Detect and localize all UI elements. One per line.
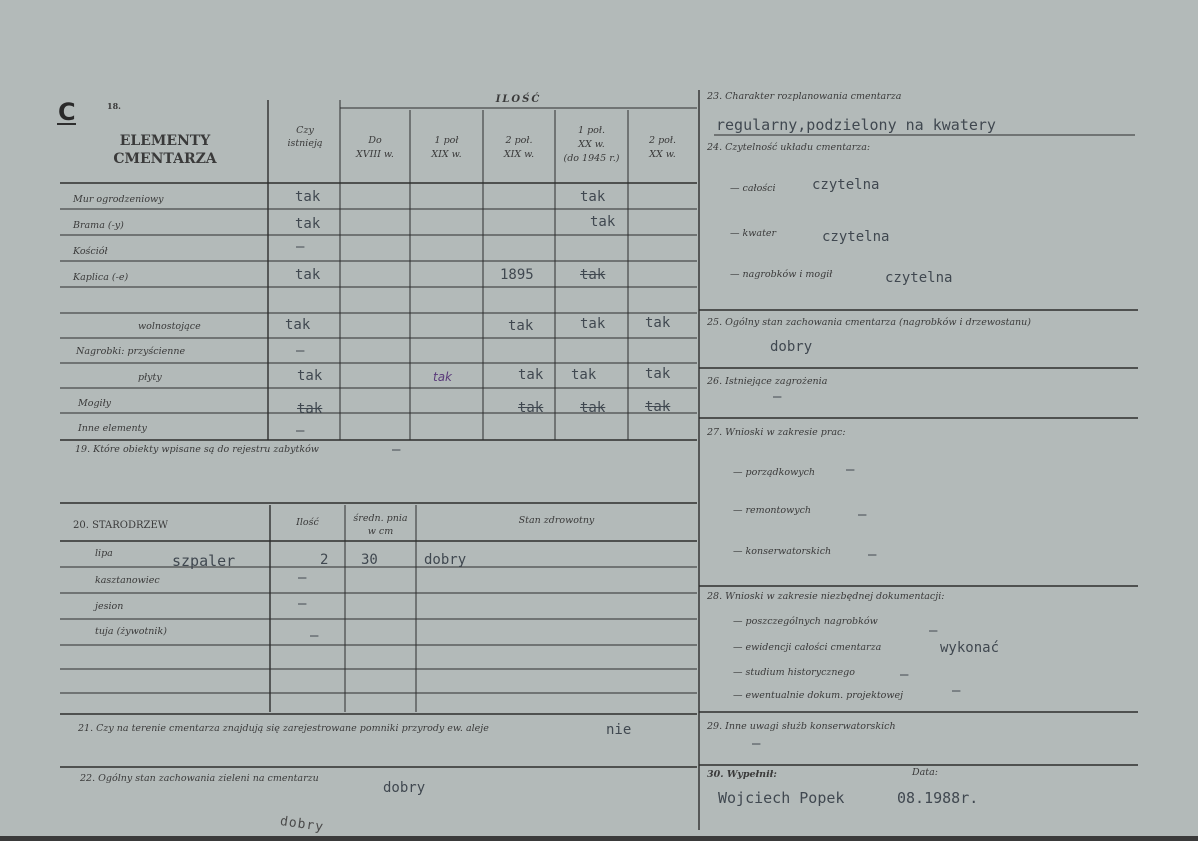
s27-item-cleanup-value: – [846,462,855,478]
row-label-slabs: płyty [138,372,162,383]
row-label-wall-mounted: Nagrobki: przyścienne [76,346,186,357]
s24-item-quarters-value: czytelna [822,229,890,245]
value-wall-exists: tak [295,189,321,205]
value-church-exists: – [296,239,305,255]
value-chapel-20c1: tak [580,267,606,283]
s20-title: 20. STARODRZEW [73,520,169,531]
s21-value: nie [606,722,632,738]
period-4-line3: (do 1945 r.) [563,153,620,164]
value-slabs-20c1: tak [571,367,597,383]
s24-item-graves-label: — nagrobków i mogił [730,269,833,280]
s24-item-whole-label: — całości [730,183,776,194]
s24-item-whole-value: czytelna [812,177,880,193]
row-label-other: Inne elementy [78,423,147,434]
s20-col-diam-line2: w cm [367,526,394,537]
tree-diam-linden: 30 [361,552,378,568]
value-graves-19c2: tak [518,400,544,416]
value-graves-20c2: tak [645,399,671,415]
period-2-line1: 1 poł [434,135,459,146]
row-label-gate: Brama (-y) [73,220,124,231]
s27-item-repair-value: – [858,507,867,523]
period-5-line1: 2 poł. [649,135,676,146]
period-5-line2: XX w. [649,149,676,160]
s29-label: 29. Inne uwagi służb konserwatorskich [707,721,896,732]
row-label-graves: Mogiły [78,398,112,409]
period-4-line2: XX w. [578,139,605,150]
quantity-header: ILOŚĆ [495,94,542,105]
s24-item-quarters-label: — kwater [730,228,777,239]
s19-value: – [392,442,401,458]
tree-label-linden: lipa [95,548,113,559]
s30-label: 30. Wypełnił: [707,769,777,780]
value-freestanding-20c1: tak [580,316,606,332]
s26-value: – [773,389,782,405]
s27-item-repair-label: — remontowych [733,505,812,516]
value-freestanding-19c2: tak [508,318,534,334]
tree-qty-chestnut: – [298,570,307,586]
s28-item-project-value: – [952,683,961,699]
s28-item-tombstones-value: – [929,623,938,639]
col-exists-line1: Czy [296,125,314,136]
value-graves-exists: tak [297,401,323,417]
period-2-line2: XIX w. [431,149,462,160]
s24-item-graves-value: czytelna [885,270,953,286]
s28-item-project-label: — ewentualnie dokum. projektowej [733,690,904,701]
tree-label-chestnut: kasztanowiec [95,575,160,586]
s22-scribble: dobry [279,814,325,836]
s22-label: 22. Ogólny stan zachowania zieleni na cmentarzu [80,773,319,784]
period-3-line2: XIX w. [503,149,535,160]
s30-date: 08.1988r. [897,789,979,807]
value-gate-exists: tak [295,216,321,232]
tree-state-linden: dobry [424,552,467,568]
period-1-line2: XVIII w. [356,149,394,160]
row-label-chapel: Kaplica (-e) [73,272,129,283]
tree-note-linden: szpaler [172,552,236,570]
s21-label: 21. Czy na terenie cmentarza znajdują się zarejestrowane pomniki przyrody ew. aleje [78,723,489,734]
s28-item-records-label: — ewidencji całości cmentarza [733,642,882,653]
tree-qty-ash: – [298,596,307,612]
s20-col-state: Stan zdrowotny [518,515,595,526]
s22-value: dobry [383,780,426,796]
value-graves-20c1: tak [580,400,606,416]
s27-item-conservation-label: — konserwatorskich [733,546,832,557]
row-label-wall: Mur ogrodzeniowy [73,194,164,205]
period-4-line1: 1 poł. [578,125,605,136]
s27-item-conservation-value: – [868,547,877,563]
col-exists-line2: istnieją [287,138,323,149]
s18-title-line1: ELEMENTY [119,133,211,149]
s25-label: 25. Ogólny stan zachowania cmentarza (nagrobków i drzewostanu) [707,317,1031,328]
s24-label: 24. Czytelność układu cmentarza: [707,142,871,153]
s29-value: – [752,736,761,752]
s18-title-line2: CMENTARZA [113,151,217,167]
value-wall-20c1: tak [580,189,606,205]
value-slabs-exists: tak [297,368,323,384]
s23-value: regularny,podzielony na kwatery [716,116,996,134]
s30-date-label: Data: [912,767,938,778]
value-chapel-exists: tak [295,267,321,283]
row-label-church: Kościół [73,246,108,257]
value-wall-mounted-exists: – [296,343,305,359]
s28-item-history-value: – [900,667,909,683]
value-gate-20c1: tak [590,214,616,230]
value-slabs-20c2: tak [645,366,671,382]
tree-qty-thuja: – [310,628,319,644]
period-1-line1: Do [368,135,382,146]
period-3-line1: 2 poł. [505,135,533,146]
value-slabs-19c2: tak [518,367,544,383]
value-chapel-19c2: 1895 [500,267,534,283]
value-freestanding-exists: tak [285,317,311,333]
value-slabs-19c1: tak [433,370,453,384]
value-other-exists: – [296,423,305,439]
s20-col-diam-line1: średn. pnia [353,513,408,524]
s23-label: 23. Charakter rozplanowania cmentarza [707,91,902,102]
s28-label: 28. Wnioski w zakresie niezbędnej dokumentacji: [707,591,945,602]
s18-number: 18. [107,101,121,111]
value-freestanding-20c2: tak [645,315,671,331]
tree-label-ash: jesion [95,601,124,612]
s26-label: 26. Istniejące zagrożenia [707,376,828,387]
s25-value: dobry [770,339,813,355]
s20-col-qty: Ilość [296,517,319,528]
s28-item-records-value: wykonać [940,640,1000,656]
s27-label: 27. Wnioski w zakresie prac: [707,427,846,438]
s28-item-history-label: — studium historycznego [733,667,855,678]
row-label-freestanding: wolnostojące [138,321,201,332]
s30-name: Wojciech Popek [718,789,845,807]
tree-label-thuja: tuja (żywotnik) [95,626,167,637]
s27-item-cleanup-label: — porządkowych [733,467,816,478]
tree-qty-linden: 2 [320,552,329,568]
s28-item-tombstones-label: — poszczególnych nagrobków [733,616,878,627]
section-letter: C [58,98,76,126]
s19-label: 19. Które obiekty wpisane są do rejestru zabytków [75,444,319,455]
